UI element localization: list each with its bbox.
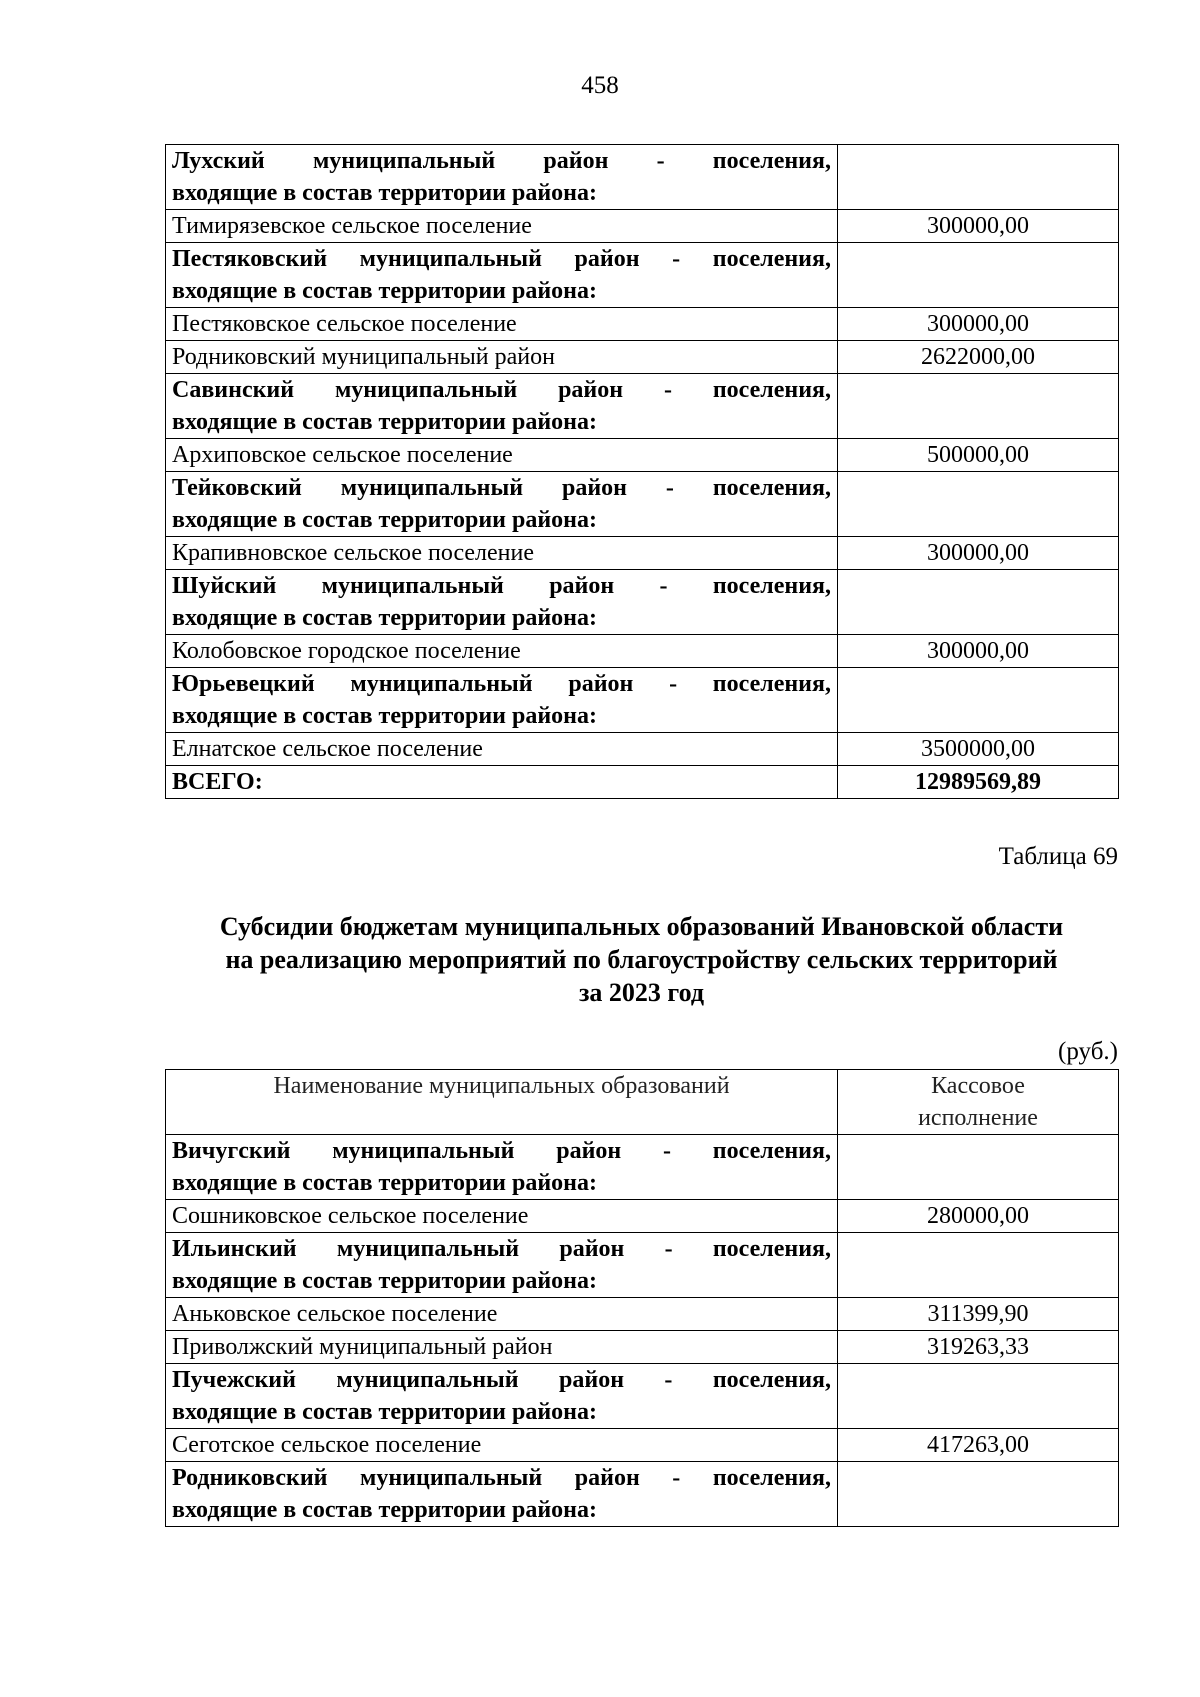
column-header-value-line-2: исполнение	[918, 1105, 1038, 1131]
title-line-2: на реализацию мероприятий по благоустройству сельских территорий	[225, 945, 1058, 974]
table-row	[166, 1331, 1119, 1364]
settlement-name-cell: Пестяковское сельское поселение	[166, 308, 838, 341]
district-name-line-1: Вичугский муниципальный район - поселения,	[172, 1138, 831, 1164]
value-cell	[838, 1364, 1119, 1429]
value-cell: 417263,00	[838, 1429, 1119, 1462]
total-label-cell: ВСЕГО:	[166, 766, 838, 799]
table-caption: Таблица 69	[998, 843, 1118, 870]
value-cell: 12989569,89	[838, 766, 1119, 799]
district-name-line-1: Родниковский муниципальный район - поселения,	[172, 1465, 831, 1491]
district-name-line-2: входящие в состав территории района:	[172, 278, 597, 304]
value-cell: 500000,00	[838, 439, 1119, 472]
value-cell: 280000,00	[838, 1200, 1119, 1233]
settlement-name-cell: Аньковское сельское поселение	[166, 1298, 838, 1331]
value-cell: 300000,00	[838, 537, 1119, 570]
value-cell	[838, 472, 1119, 537]
column-header-value-line-1: Кассовое	[931, 1073, 1025, 1099]
settlement-name-cell: Тимирязевское сельское поселение	[166, 210, 838, 243]
table-header-row	[166, 1070, 1119, 1135]
district-name-cell	[166, 374, 838, 439]
district-name-line-2: входящие в состав территории района:	[172, 1497, 597, 1523]
district-name-cell	[166, 1462, 838, 1527]
settlement-name-cell: Родниковский муниципальный район	[166, 341, 838, 374]
column-header-name: Наименование муниципальных образований	[166, 1070, 838, 1135]
settlement-name-cell: Колобовское городское поселение	[166, 635, 838, 668]
district-name-line-1: Тейковский муниципальный район - поселения,	[172, 475, 831, 501]
value-cell	[838, 374, 1119, 439]
district-name-line-1: Юрьевецкий муниципальный район - поселения,	[172, 671, 831, 697]
table-row	[166, 439, 1119, 472]
table-row	[166, 635, 1119, 668]
district-header-row	[166, 1364, 1119, 1429]
district-header-row	[166, 668, 1119, 733]
district-name-cell	[166, 1135, 838, 1200]
column-header-value	[838, 1070, 1119, 1135]
district-header-row	[166, 1462, 1119, 1527]
title-line-3: за 2023 год	[578, 978, 704, 1007]
district-name-line-2: входящие в состав территории района:	[172, 1268, 597, 1294]
settlement-name-cell: Крапивновское сельское поселение	[166, 537, 838, 570]
district-name-cell	[166, 668, 838, 733]
district-name-cell	[166, 1233, 838, 1298]
value-cell: 300000,00	[838, 635, 1119, 668]
value-cell: 2622000,00	[838, 341, 1119, 374]
district-name-line-2: входящие в состав территории района:	[172, 703, 597, 729]
settlement-name-cell: Елнатское сельское поселение	[166, 733, 838, 766]
district-name-cell	[166, 1364, 838, 1429]
district-name-cell	[166, 570, 838, 635]
table-continued-body	[166, 145, 1119, 799]
settlement-name-cell: Сеготское сельское поселение	[166, 1429, 838, 1462]
title-line-1: Субсидии бюджетам муниципальных образований Ивановской области	[219, 912, 1064, 941]
district-name-line-1: Лухский муниципальный район - поселения,	[172, 148, 831, 174]
settlement-name-cell: Архиповское сельское поселение	[166, 439, 838, 472]
district-header-row	[166, 145, 1119, 210]
district-header-row	[166, 570, 1119, 635]
district-name-line-2: входящие в состав территории района:	[172, 409, 597, 435]
value-cell: 3500000,00	[838, 733, 1119, 766]
subsidies-table	[165, 1069, 1119, 1527]
table-title	[165, 910, 1118, 1009]
district-header-row	[166, 1135, 1119, 1200]
value-cell: 311399,90	[838, 1298, 1119, 1331]
district-name-cell	[166, 472, 838, 537]
value-cell	[838, 145, 1119, 210]
page-number: 458	[581, 72, 619, 99]
value-cell	[838, 1462, 1119, 1527]
district-name-cell	[166, 243, 838, 308]
table-row	[166, 537, 1119, 570]
table-row	[166, 308, 1119, 341]
district-name-line-1: Савинский муниципальный район - поселения,	[172, 377, 831, 403]
value-cell	[838, 1233, 1119, 1298]
district-name-line-1: Ильинский муниципальный район - поселения,	[172, 1236, 831, 1262]
district-name-line-1: Шуйский муниципальный район - поселения,	[172, 573, 831, 599]
district-name-cell	[166, 145, 838, 210]
units-label: (руб.)	[1058, 1038, 1118, 1065]
total-row	[166, 766, 1119, 799]
value-cell: 300000,00	[838, 308, 1119, 341]
district-header-row	[166, 243, 1119, 308]
district-header-row	[166, 472, 1119, 537]
district-header-row	[166, 1233, 1119, 1298]
value-cell	[838, 570, 1119, 635]
district-name-line-2: входящие в состав территории района:	[172, 180, 597, 206]
table-row	[166, 341, 1119, 374]
district-header-row	[166, 374, 1119, 439]
table-row	[166, 1298, 1119, 1331]
table-row	[166, 210, 1119, 243]
value-cell: 319263,33	[838, 1331, 1119, 1364]
subsidies-table-body	[166, 1135, 1119, 1527]
value-cell	[838, 668, 1119, 733]
value-cell: 300000,00	[838, 210, 1119, 243]
district-name-line-1: Пучежский муниципальный район - поселения,	[172, 1367, 831, 1393]
district-name-line-2: входящие в состав территории района:	[172, 507, 597, 533]
value-cell	[838, 243, 1119, 308]
settlement-name-cell: Сошниковское сельское поселение	[166, 1200, 838, 1233]
table-row	[166, 733, 1119, 766]
settlement-name-cell: Приволжский муниципальный район	[166, 1331, 838, 1364]
district-name-line-2: входящие в состав территории района:	[172, 1170, 597, 1196]
district-name-line-1: Пестяковский муниципальный район - поселения,	[172, 246, 831, 272]
district-name-line-2: входящие в состав территории района:	[172, 1399, 597, 1425]
table-row	[166, 1200, 1119, 1233]
table-row	[166, 1429, 1119, 1462]
table-continued	[165, 144, 1119, 799]
value-cell	[838, 1135, 1119, 1200]
district-name-line-2: входящие в состав территории района:	[172, 605, 597, 631]
